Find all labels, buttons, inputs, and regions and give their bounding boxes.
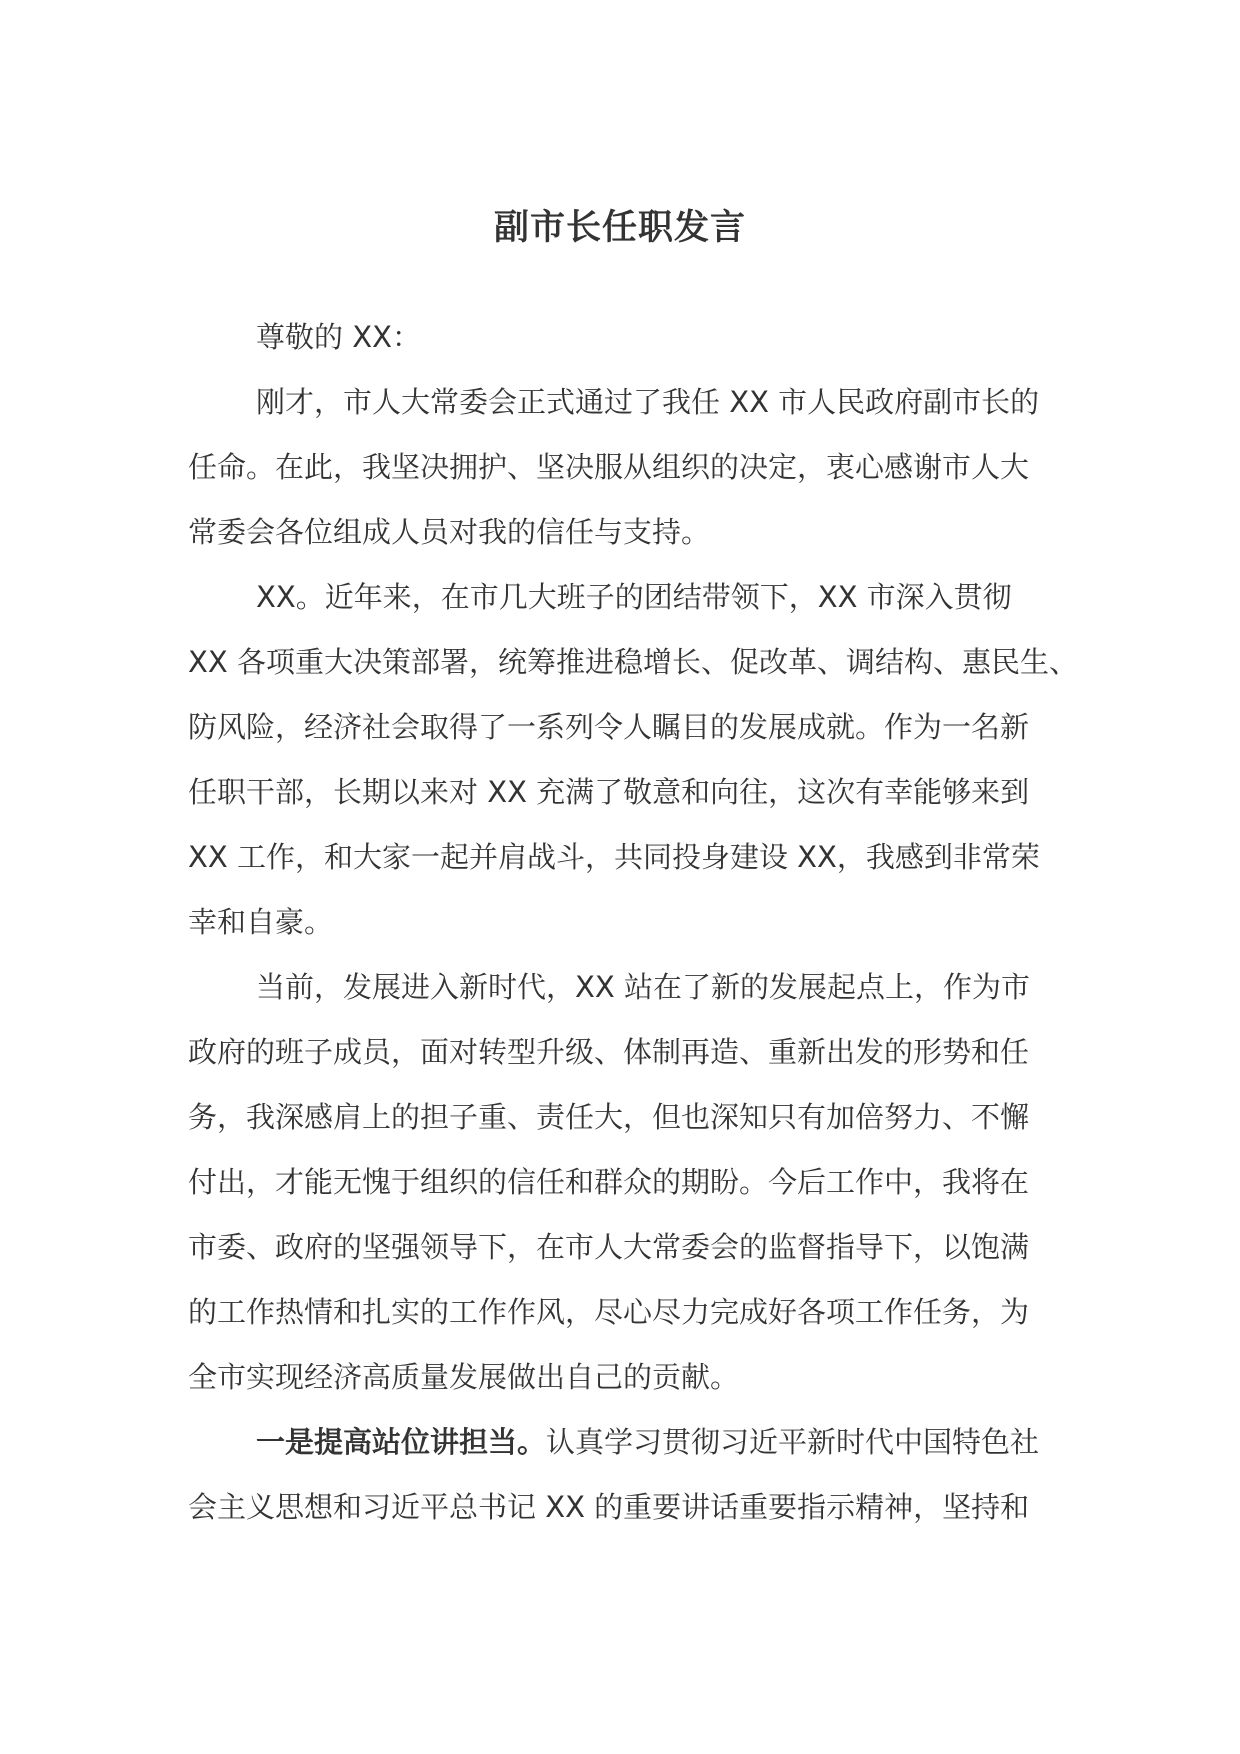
paragraph-line: 刚才，市人大常委会正式通过了我任 XX 市人民政府副市长的 — [256, 385, 1040, 419]
paragraph-line: 政府的班子成员，面对转型升级、体制再造、重新出发的形势和任 — [188, 1035, 1030, 1069]
paragraph-line: 全市实现经济高质量发展做出自己的贡献。 — [188, 1360, 740, 1394]
paragraph-4 — [188, 1410, 1088, 1540]
paragraph-line: 任命。在此，我坚决拥护、坚决服从组织的决定，衷心感谢市人大 — [188, 450, 1030, 484]
paragraph-line: 任职干部，长期以来对 XX 充满了敬意和向往，这次有幸能够来到 — [188, 775, 1030, 809]
paragraph-1 — [188, 370, 1088, 565]
paragraph-line: 会主义思想和习近平总书记 XX 的重要讲话重要指示精神，坚持和 — [188, 1490, 1030, 1524]
paragraph-line: 付出，才能无愧于组织的信任和群众的期盼。今后工作中，我将在 — [188, 1165, 1030, 1199]
paragraph-line: XX 工作，和大家一起并肩战斗，共同投身建设 XX，我感到非常荣 — [188, 840, 1040, 874]
paragraph-line: 防风险，经济社会取得了一系列令人瞩目的发展成就。作为一名新 — [188, 710, 1030, 744]
paragraph-2 — [188, 565, 1088, 955]
document-title: 副市长任职发言 — [493, 208, 746, 248]
paragraph-line — [188, 1410, 1088, 1475]
paragraph-line: 市委、政府的坚强领导下，在市人大常委会的监督指导下，以饱满 — [188, 1230, 1030, 1264]
paragraph-line-rest: 认真学习贯彻习近平新时代中国特色社 — [546, 1425, 1040, 1459]
paragraph-line: XX。近年来，在市几大班子的团结带领下，XX 市深入贯彻 — [256, 580, 1012, 614]
bold-lead-heading: 一是提高站位讲担当。 — [256, 1425, 547, 1459]
paragraph-line: 幸和自豪。 — [188, 905, 334, 939]
salutation: 尊敬的 XX： — [256, 320, 421, 354]
paragraph-line: 的工作热情和扎实的工作作风，尽心尽力完成好各项工作任务，为 — [188, 1295, 1030, 1329]
paragraph-line: 常委会各位组成人员对我的信任与支持。 — [188, 515, 711, 549]
paragraph-3 — [188, 955, 1088, 1410]
paragraph-line: 当前，发展进入新时代，XX 站在了新的发展起点上，作为市 — [256, 970, 1030, 1004]
paragraph-line: 务，我深感肩上的担子重、责任大，但也深知只有加倍努力、不懈 — [188, 1100, 1030, 1134]
document-body — [188, 305, 1088, 1540]
paragraph-line: XX 各项重大决策部署，统筹推进稳增长、促改革、调结构、惠民生、 — [188, 645, 1078, 679]
